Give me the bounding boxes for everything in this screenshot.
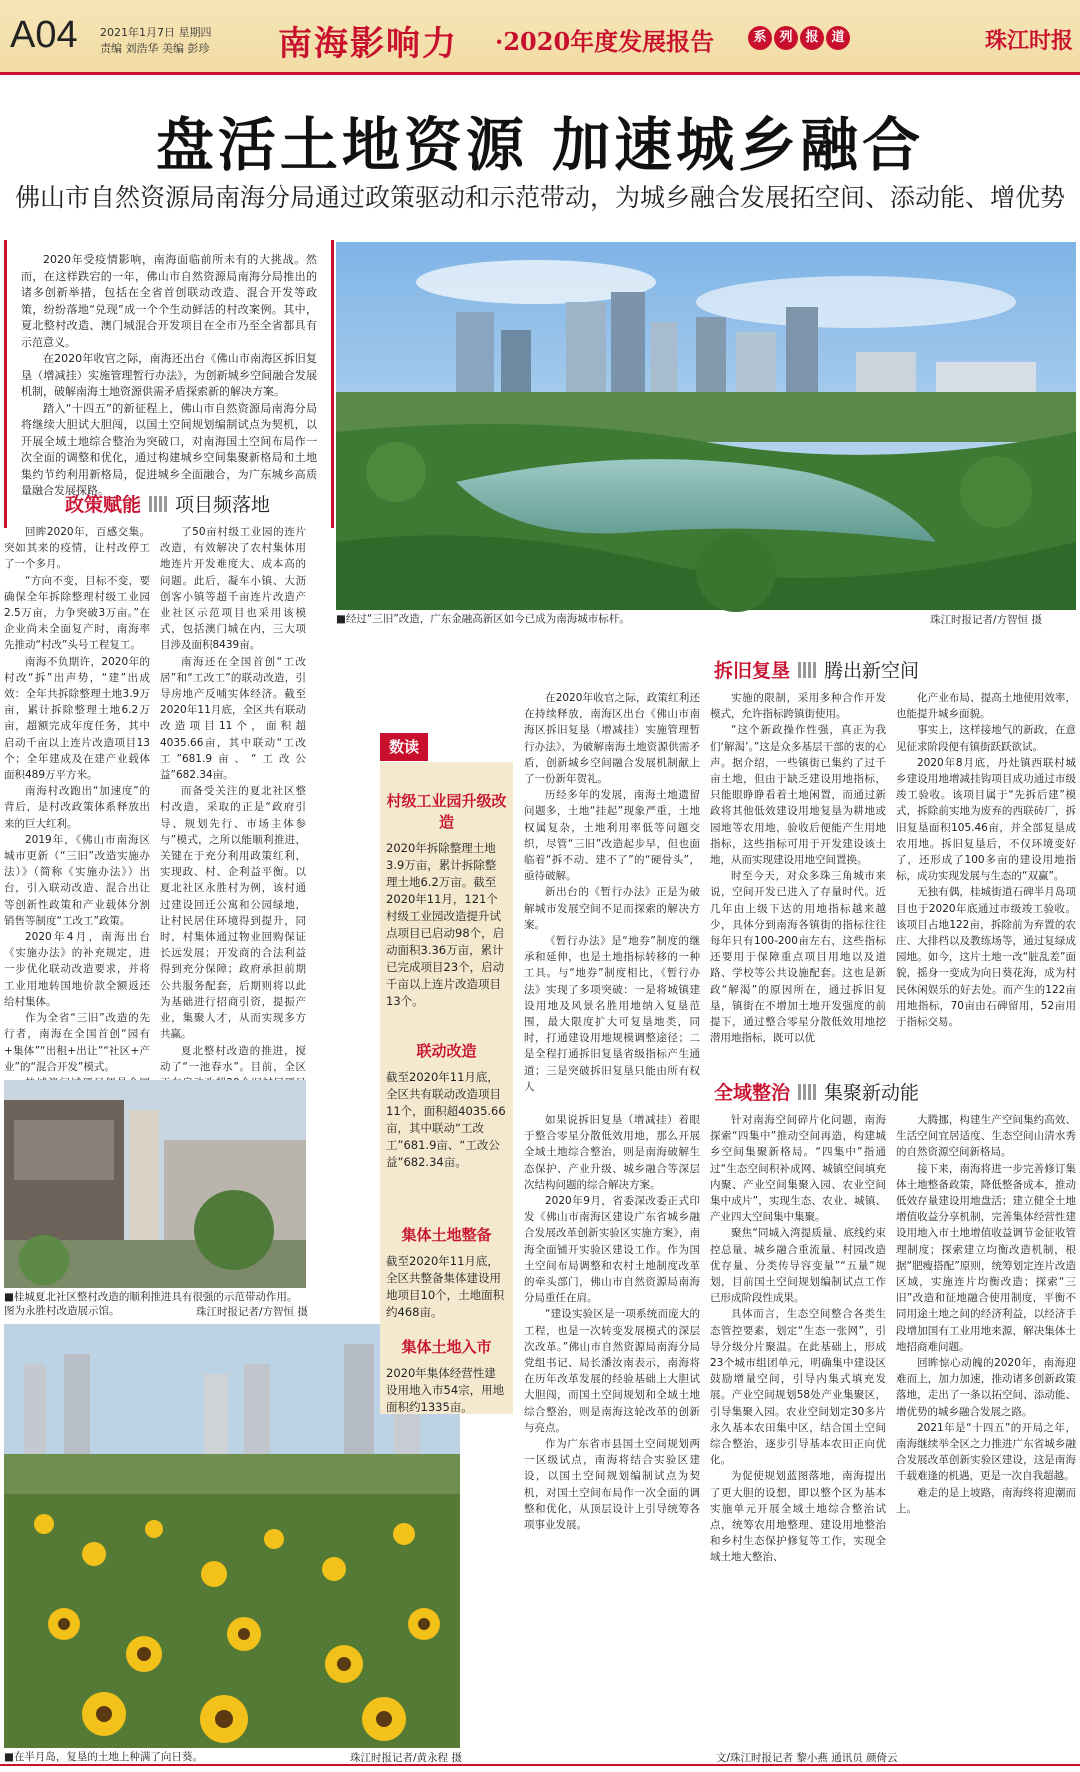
data-block-title: 集体土地整备 — [401, 1226, 492, 1244]
paragraph: 无独有偶，桂城街道石碑半月岛项目也于2020年底通过市级竣工验收。该项目占地122亩，拆除前为弃置的农庄、大排档以及教练场等，通过复绿成园地。如今，这片土地一改“脏乱差”面貌，摇身一变成为向日葵花海，成为村民休闲娱乐的好去处。而产生的122亩用地指标，70亩由石碑留用，52亩用于指标交易。 — [896, 886, 1076, 1029]
village-photo-credit: 珠江时报记者/方智恒 摄 — [196, 1306, 308, 1318]
paragraph: “方向不变，目标不变，要确保全年拆除整理村级工业园2.5万亩，力争突破3万亩。”在企业尚未全面复产时，南海率先推动“村改”头号工程复工。 — [4, 574, 150, 652]
paragraph: 如果说拆旧复垦（增减挂）着眼于整合零星分散低效用地，那么开展全域土地综合整治，则是南海破解生态保护、产业升级、城乡融合等深层次结构问题的综合解决方案。 — [524, 1114, 700, 1191]
series-char: 道 — [826, 26, 850, 50]
data-block-text: 截至2020年11月底，全区共有联动改造项目11个，面积超4035.66亩，其中联动“工改工”681.9亩、“工改公益”682.34亩。 — [386, 1070, 506, 1169]
village-photo-caption: ■桂城夏北社区整村改造的顺利推进具有很强的示范带动作用。图为永胜村改造展示馆。 — [4, 1291, 298, 1317]
page-number: A04 — [10, 14, 78, 56]
section-title-red: 拆旧复垦 — [714, 660, 791, 682]
intro-box — [4, 240, 334, 528]
series-badge — [748, 26, 850, 50]
text-column — [4, 524, 150, 1072]
city-skyline-image — [336, 242, 1076, 610]
data-block-title: 联动改造 — [416, 1042, 477, 1060]
editors-line: 责编 刘浩华 美编 彭珍 — [100, 42, 210, 55]
text-column — [896, 690, 1076, 1074]
paragraph: 在2020年收官之际，政策红利还在持续释放，南海区出台《佛山市南海区拆旧复垦（增减挂）实施管理暂行办法》，为破解南海土地资源供需矛盾，创新城乡空间融合发展机制献上了一份新年贺礼。 — [524, 692, 700, 786]
text-column — [710, 1112, 886, 1746]
series-char: 系 — [748, 26, 772, 50]
intro-paragraph: 踏入“十四五”的新征程上，佛山市自然资源局南海分局将继续大胆试大胆闯，以国土空间规划编制试点为契机，以开展全域土地综合整治为突破口，对南海国土空间布局作一次全面的调整和优化，通过构建城乡空间集聚新格局和土地集约节约利用新格局，促进城乡全面融合，为广东城乡高质量融合发展探路。 — [21, 401, 317, 497]
data-block-title: 村级工业园升级改造 — [386, 792, 507, 831]
main-photo-credit: 珠江时报记者/方智恒 摄 — [930, 614, 1042, 626]
intro-paragraph: 2020年受疫情影响，南海面临前所未有的大挑战。然而，在这样跌宕的一年，佛山市自然资源局南海分局推出的诸多创新举措，包括在全省首创联动改造、混合开发等政策，纷纷落地“兑现”成一个个生动鲜活的村改案例。其中，夏北整村改造、澳门城混合开发项目在全市乃至全省都具有示范意义。 — [21, 253, 317, 349]
text-column — [524, 690, 700, 1093]
paragraph: 事实上，这样接地气的新政，在意见征求阶段便有镇街跃跃欲试。 — [896, 724, 1076, 753]
paragraph: 化产业布局、提高土地使用效率，也能提升城乡面貌。 — [896, 692, 1076, 721]
data-block-text: 2020年集体经营性建设用地入市54宗，用地面积约1335亩。 — [386, 1366, 505, 1414]
paragraph: 2019年，《佛山市南海区城市更新（“三旧”改造实施办法）》（简称《实施办法》）出台，引入联动改造、混合出让等创新性政策和产业载体分割销售等制度“工改工”政策。 — [4, 833, 150, 927]
data-block-text: 2020年拆除整理土地3.9万亩，累计拆除整理土地6.2万亩。截至2020年11月，121个村级工业园改造提升试点项目已启动98个，启动面积3.36万亩，累计已完成项目23个，启动千亩以上连片改造项目13个。 — [386, 841, 505, 1008]
paragraph: 南海村改跑出“加速度”的背后，是村改政策体系释放出来的巨大红利。 — [4, 785, 150, 830]
paragraph: 时至今天，对众多珠三角城市来说，空间开发已进入了存量时代。近几年由上级下达的用地指标越来越少，具体分到南海各镇街的指标往往每年只有100-200亩左右，这些指标还要用于保障重点项目用地以及道路、学校等公共设施配套。这也是新政“解渴”的原因所在，通过拆旧复垦，镇街在不增加土地开发强度的前提下，通过整合零星分散低效用地挖潜用地指标，既可以优 — [710, 870, 886, 1045]
paragraph: 回眸2020年，百感交集。突如其来的疫情，让村改停工了一个多月。 — [4, 526, 150, 571]
data-block-title: 集体土地入市 — [401, 1338, 492, 1356]
issue-date — [100, 25, 212, 57]
village-photo — [4, 1080, 306, 1288]
sunflower-photo-credit: 珠江时报记者/黄永程 摄 — [350, 1752, 462, 1764]
column-title: 南海影响力 — [278, 24, 458, 64]
paragraph: 实施的限制，采用多种合作开发模式，允许指标跨镇街使用。 — [710, 692, 886, 721]
section-head-reclaim — [714, 656, 919, 683]
dots-icon — [798, 1084, 816, 1100]
text-column — [524, 1112, 700, 1746]
paragraph: 南海还在全国首创“工改居”和“工改工”的联动改造，引导房地产反哺实体经济。截至2020年11月底，全区共有联动改造项目11个，面积超4035.66亩，其中联动“工改工”681.9亩、“工改公益”682.34亩。 — [160, 655, 306, 782]
paragraph: 针对南海空间碎片化问题，南海探索“四集中”推动空间再造，构建城乡空间集聚新格局。“四集中”指通过“生态空间积补成网、城镇空间填充内聚、产业空间集聚入园、农业空间集中成片”，实现生态、农业、城镇、产业四大空间集中集聚。 — [710, 1114, 886, 1224]
data-block — [386, 1336, 507, 1416]
text-column — [896, 1112, 1076, 1746]
text-column — [710, 690, 886, 1074]
paragraph: 2021年是“十四五”的开局之年，南海继续举全区之力推进广东省城乡融合发展改革创新实验区建设，这是南海千载难逢的机遇，更是一次自我超越。 — [896, 1421, 1076, 1483]
paragraph: 夏北整村改造的推进，搅动了“一池春水”。目前，全区 — [160, 1044, 306, 1073]
main-photo-caption: ■经过“三旧”改造，广东金融高新区如今已成为南海城市标杆。 — [336, 613, 630, 625]
bottom-rule — [0, 1764, 1080, 1766]
headline: 盘活土地资源 加速城乡融合 — [155, 111, 925, 179]
dots-icon — [149, 496, 167, 512]
section-head-policy — [65, 490, 270, 517]
paragraph: 为促使规划蓝图落地，南海提出了更大胆的设想，即以整个区为基本实施单元开展全域土地综合整治试点，统筹农用地整理、建设用地整治和乡村生态保护修复等工作，实现全域土地大整治、 — [710, 1470, 886, 1564]
section-title-red: 全域整治 — [714, 1082, 791, 1104]
series-char: 报 — [800, 26, 824, 50]
data-block — [386, 1040, 507, 1171]
column-subtitle: ·2020年度发展报告 — [495, 27, 715, 56]
paragraph: 新出台的《暂行办法》正是为破解城市发展空间不足而探索的解决方案。 — [524, 886, 700, 931]
paragraph: 难走的是上坡路，南海终将迎潮而上。 — [896, 1486, 1076, 1515]
paragraph: “这个新政操作性强，真正为我们‘解渴’。”这是众多基层干部的衷的心声。据介绍，一些镇街已集约了过千亩土地，但由于缺乏建设用地指标，只能眼睁睁看着土地闲置，而通过新政将其他低效建设用地复垦为耕地或园地等农用地，验收后便能产生用地指标，这些指标可用于开发建设该土地，从而实现建设用地空间置换。 — [710, 724, 886, 867]
data-block — [386, 1224, 507, 1321]
main-photo — [336, 242, 1076, 610]
paragraph: 2020年4月，南海出台《实施办法》的补充规定，进一步优化联动改造要求，并将工业用地转国地价款全额返还给村集体。 — [4, 931, 150, 1008]
paragraph: 具体而言，生态空间整合各类生态管控要素，划定“生态一张网”，引导分级分片聚温。在此基础上，形成23个城市组团单元，明确集中建设区鼓励增量空间，引导内集式填充发展。产业空间规划58处产业集聚区，引导集聚入园。农业空间划定30多片永久基本农田集中区，结合国土空间综合整治，逐步引导基本农田正向优化。 — [710, 1308, 886, 1467]
text-column — [160, 524, 306, 1072]
subheadline: 佛山市自然资源局南海分局通过政策驱动和示范带动，为城乡融合发展拓空间、添动能、增优势 — [14, 183, 1065, 212]
data-tag: 数读 — [380, 733, 428, 761]
section-head-consolidation — [714, 1078, 919, 1105]
paragraph: 作为广东省市县国土空间规划两一区级试点，南海将结合实验区建设，以国土空间规划编制试点为契机，对国土空间布局作一次全面的调整和优化，从顶层设计上引导统筹各项事业发展。 — [524, 1438, 700, 1532]
paragraph: 而备受关注的夏北社区整村改造，采取的正是“政府引导、规划先行、市场主体参与”模式，之所以能顺利推进，关键在于充分利用政策红利，实现政、村、企利益平衡。以夏北社区永胜村为例，该村通过建设回迁公寓和公园绿地，让村民居住环境得到提升，同时，村集体通过物业回购保证长远发展；开发商的合法利益得到充分保障；政府承担前期公共服务配套，后期则将以此为基础进行招商引资，提振产业，集聚人才，从而实现多方共赢。 — [160, 785, 306, 1041]
section-title-black: 项目频落地 — [175, 494, 271, 516]
paragraph: “建设实验区是一项系统而庞大的工程，也是一次转变发展模式的深层次改革。”佛山市自然资源局南海分局党组书记、局长潘汝南表示，南海将在历年改革发展的经验基础上大胆试大胆闯，而国土空间规划和全域土地综合整治，则是南海这轮改革的创新与亮点。 — [524, 1308, 700, 1434]
paragraph: 《暂行办法》是“地券”制度的继承和延伸，也是土地指标转移的一种工具。与“地券”制度相比，《暂行办法》实现了多项突破：一是将城镇建设用地及风景名胜用地纳入复垦范围，最大限度扩大可复垦地类，同时，打通建设用地规模调整途径；二是全程打通拆旧复垦省级指标产生通道；三是突破拆旧复垦只能由所有权人 — [524, 935, 700, 1093]
paragraph: 回眸惊心动魄的2020年，南海迎难而上，加力加速，推动诸多创新政策落地，走出了一条以拓空间、添动能、增优势的城乡融合发展之路。 — [896, 1357, 1076, 1418]
paragraph: 了50亩村级工业园的连片改造，有效解决了农村集体用地连片开发难度大、成本高的问题。此后，凝车小镇、大沥创客小镇等超千亩连片改造产业社区示范项目也采用该模式，包括澳门城在内，三大项目涉及面积8439亩。 — [160, 526, 306, 652]
date-line: 2021年1月7日 星期四 — [100, 26, 212, 39]
byline: 文/珠江时报记者 黎小燕 通讯员 颜倚云 — [716, 1752, 898, 1764]
paragraph: 接下来，南海将进一步完善修订集体土地整备政策，降低整备成本，推动低效存量建设用地盘活；建立健全土地增值收益分享机制，完善集体经营性建设用地入市土地增值收益调节金征收管理制度；探索建立均衡改造机制，根据“肥瘦搭配”原则，统筹划定连片改造区域，实施连片均衡改造；探索“三旧”改造和征地融合使用制度，平衡不同用途土地之间的经济利益，以经济手段增加国有工业用地来源，解决集体土地招商难问题。 — [896, 1162, 1076, 1353]
dots-icon — [798, 662, 816, 678]
exhibition-hall-image — [4, 1080, 306, 1288]
section-title-red: 政策赋能 — [65, 494, 142, 516]
data-block-text: 截至2020年11月底，全区共整备集体建设用地项目10个，土地面积约468亩。 — [386, 1254, 505, 1319]
section-title-black: 腾出新空间 — [824, 660, 920, 682]
paragraph: 2020年8月底，丹灶镇西联村城乡建设用地增减挂钩项目成功通过市级竣工验收。该项目属于“先拆后建”模式，拆除前实地为废弃的西联砖厂，拆旧复垦面积105.46亩，并全部复垦成农用地。拆旧复垦后，不仅环境变好了，还形成了100多亩的建设用地指标，成功实现发展与生态的“双赢”。 — [896, 756, 1076, 883]
series-char: 列 — [774, 26, 798, 50]
newspaper-name: 珠江时报 — [985, 28, 1074, 54]
paragraph: 历经多年的发展，南海土地遗留问题多，土地“挂起”现象严重，土地权属复杂，土地利用率低等问题交织，尽管“三旧”改造起步早，但也面临着“拆不动、建不了”的“硬骨头”，亟待破解。 — [524, 789, 700, 883]
intro-paragraph: 在2020年收官之际，南海还出台《佛山市南海区拆旧复垦（增减挂）实施管理暂行办法》，为创新城乡空间融合发展机制，破解南海土地资源供需矛盾探索新的解决方案。 — [21, 352, 317, 398]
data-block — [386, 790, 507, 1010]
section-title-black: 集聚新动能 — [824, 1082, 920, 1104]
paragraph: 大腾挪，构建生产空间集约高效、生活空间宜居适度、生态空间山清水秀的自然资源空间新格局。 — [896, 1114, 1076, 1159]
paragraph: 作为全省“三旧”改造的先行者，南海在全国首创“园有+集体”“出租+出让”“社区+产业”的“混合开发”模式。 — [4, 1012, 150, 1073]
sunflower-photo-caption: ■在半月岛，复垦的土地上种满了向日葵。 — [4, 1751, 203, 1763]
paragraph: 南海不负期许，2020年的村改“拆”出声势，“建”出成效：全年共拆除整理土地3.9万亩，累计拆除整理土地6.2万亩，超额完成年度任务，其中启动千亩以上连片改造项目13个；全年建成及在建产业载体面积489万平方米。 — [4, 655, 150, 782]
paragraph: 2020年9月，省委深改委正式印发《佛山市南海区建设广东省城乡融合发展改革创新实验区实施方案》，南海全面铺开实验区建设工作。作为国土空间布局调整和农村土地制度改革的牵头部门，佛山市自然资源局南海分局重任在肩。 — [524, 1195, 700, 1305]
paragraph: 聚焦“同城入湾提质量、底线约束控总量、城乡融合重流量、村园改造优存量、分类传导容变量”“五量”规划，目前国土空间规划编制试点工作已形成阶段性成果。 — [710, 1227, 886, 1305]
